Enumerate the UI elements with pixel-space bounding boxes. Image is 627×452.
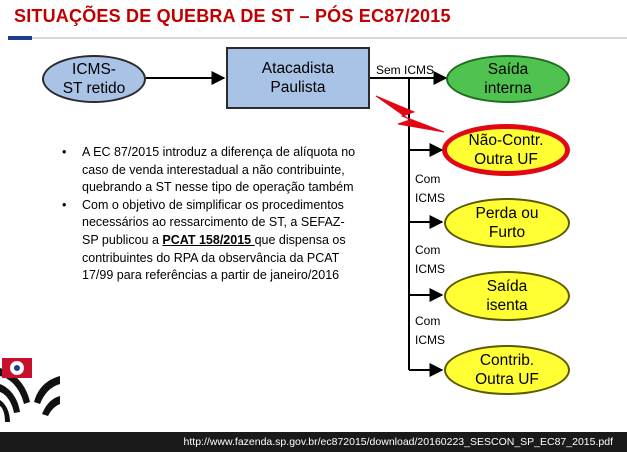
node-icms-st-retido: ICMS- ST retido — [42, 55, 146, 103]
node-atacadista-paulista: Atacadista Paulista — [226, 47, 370, 109]
bullet-dot-icon: • — [62, 145, 67, 159]
node-perda-ou-furto: Perda ou Furto — [444, 198, 570, 248]
label-com-icms-2: Com ICMS — [415, 243, 445, 276]
bullet-dot-icon: • — [62, 197, 67, 212]
pcat-reference: PCAT 158/2015 — [162, 232, 255, 247]
bullet-item-ec87: • A EC 87/2015 introduz a diferença de alíquota no caso de venda interestadual a não contribuinte, quebrando a ST nesse tipo de operação também — [62, 145, 356, 195]
bullet-list — [60, 144, 360, 285]
source-footer-bar — [0, 432, 627, 452]
label-com-icms-1: Com ICMS — [415, 172, 445, 205]
node-saida-interna: Saída interna — [446, 55, 570, 103]
bullet-item-pcat: • Com o objetivo de simplificar os procedimentos necessários ao ressarcimento de ST, a SEFAZ-SP publicou a PCAT 158/2015 que dispensa os contribuintes do RPA da observância da PCAT 17/99 para referências a partir de janeiro/2016 — [62, 197, 346, 283]
slide-title: SITUAÇÕES DE QUEBRA DE ST – PÓS EC87/2015 — [14, 6, 451, 26]
source-url: http://www.fazenda.sp.gov.br/ec872015/download/20160223_SESCON_SP_EC87_2015.pdf — [183, 436, 613, 448]
node-nao-contrib-outra-uf: Não-Contr. Outra UF — [442, 124, 570, 176]
label-sem-icms: Sem ICMS — [376, 63, 435, 77]
label-com-icms-3: Com ICMS — [415, 314, 445, 347]
node-saida-isenta: Saída isenta — [444, 271, 570, 321]
node-contrib-outra-uf: Contrib. Outra UF — [444, 345, 570, 395]
sao-paulo-flag-emblem — [0, 350, 60, 432]
